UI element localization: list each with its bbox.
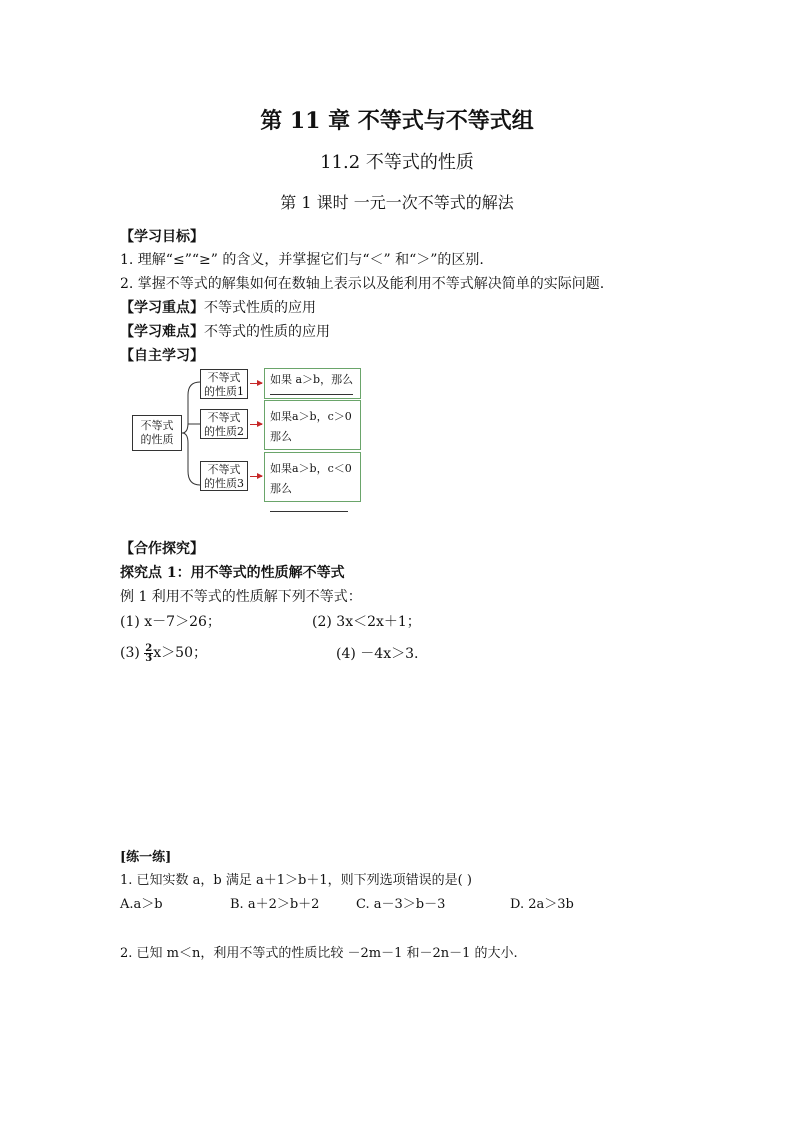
branch-3-then: 那么 <box>270 482 292 495</box>
focus-label: 【学习重点】 <box>120 300 204 316</box>
branch-2-line2: 的性质2 <box>204 425 244 438</box>
practice-heading: [练一练] <box>120 850 172 865</box>
fraction-numerator: 2 <box>145 642 153 654</box>
diagram-content-box-3 <box>264 452 361 502</box>
difficulty-text: 不等式的性质的应用 <box>204 324 330 340</box>
problem-3 <box>120 642 207 663</box>
chapter-title: 第 11 章 不等式与不等式组 <box>260 108 534 134</box>
branch-3-line2: 的性质3 <box>204 477 244 490</box>
explore-point-1: 探究点 1：用不等式的性质解不等式 <box>120 565 345 581</box>
arrow-icon <box>250 476 262 477</box>
problem-2: (2) 3x＜2x＋1； <box>312 614 421 630</box>
problem-4: (4) －4x＞3. <box>336 646 419 662</box>
goal-item-2: 2. 掌握不等式的解集如何在数轴上表示以及能利用不等式解决简单的实际问题. <box>120 276 605 292</box>
focus-text: 不等式性质的应用 <box>204 300 316 316</box>
difficulty-label: 【学习难点】 <box>120 324 204 340</box>
focus-line <box>120 297 316 317</box>
diagram-root-line2: 的性质 <box>140 433 174 446</box>
branch-2-content: 如果a＞b，c＞0 <box>270 410 352 423</box>
option-a: A.a＞b <box>120 897 163 912</box>
example-1: 例 1 利用不等式的性质解下列不等式： <box>120 589 362 605</box>
branch-2-line1: 不等式 <box>207 411 241 424</box>
branch-3-line1: 不等式 <box>207 463 241 476</box>
difficulty-line <box>120 321 330 341</box>
goal-item-1: 1. 理解“≤”“≥” 的含义，并掌握它们与“＜” 和“＞”的区别. <box>120 252 484 268</box>
branch-1-line2: 的性质1 <box>204 385 244 398</box>
diagram-content-box-2 <box>264 400 361 450</box>
option-b: B. a＋2＞b＋2 <box>230 897 320 912</box>
branch-1-line1: 不等式 <box>207 371 241 384</box>
arrow-icon <box>250 424 262 425</box>
option-d: D. 2a＞3b <box>510 897 574 912</box>
diagram-branch-box-3 <box>200 461 248 491</box>
explore-heading: 【合作探究】 <box>120 541 204 557</box>
problem-3-text: x＞50； <box>153 645 207 661</box>
answer-blank <box>270 387 353 395</box>
branch-1-content: 如果 a＞b，那么 <box>270 373 354 386</box>
diagram-branch-box-2 <box>200 409 248 439</box>
branch-3-content: 如果a＞b，c＜0 <box>270 462 352 475</box>
answer-blank <box>270 501 348 512</box>
practice-question-2: 2. 已知 m＜n，利用不等式的性质比较 －2m－1 和－2n－1 的大小. <box>120 946 518 961</box>
lesson-title: 第 1 课时 一元一次不等式的解法 <box>280 193 514 212</box>
problem-1: (1) x－7＞26； <box>120 614 221 630</box>
arrow-icon <box>250 383 262 384</box>
fraction-two-thirds <box>144 644 153 663</box>
option-c: C. a－3＞b－3 <box>356 897 446 912</box>
diagram-root-line1: 不等式 <box>140 419 174 432</box>
fraction-denominator: 3 <box>145 652 153 664</box>
diagram-content-box-1 <box>264 368 361 399</box>
section-title: 11.2 不等式的性质 <box>320 152 474 173</box>
diagram-branch-box-1 <box>200 369 248 399</box>
diagram-brace <box>180 375 202 495</box>
problem-3-label: (3) <box>120 645 140 661</box>
branch-2-then: 那么 <box>270 430 292 443</box>
self-study-heading: 【自主学习】 <box>120 348 204 364</box>
goals-heading: 【学习目标】 <box>120 229 204 245</box>
diagram-root-box <box>132 415 182 451</box>
practice-question-1: 1. 已知实数 a，b 满足 a＋1＞b＋1，则下列选项错误的是( ) <box>120 873 472 888</box>
